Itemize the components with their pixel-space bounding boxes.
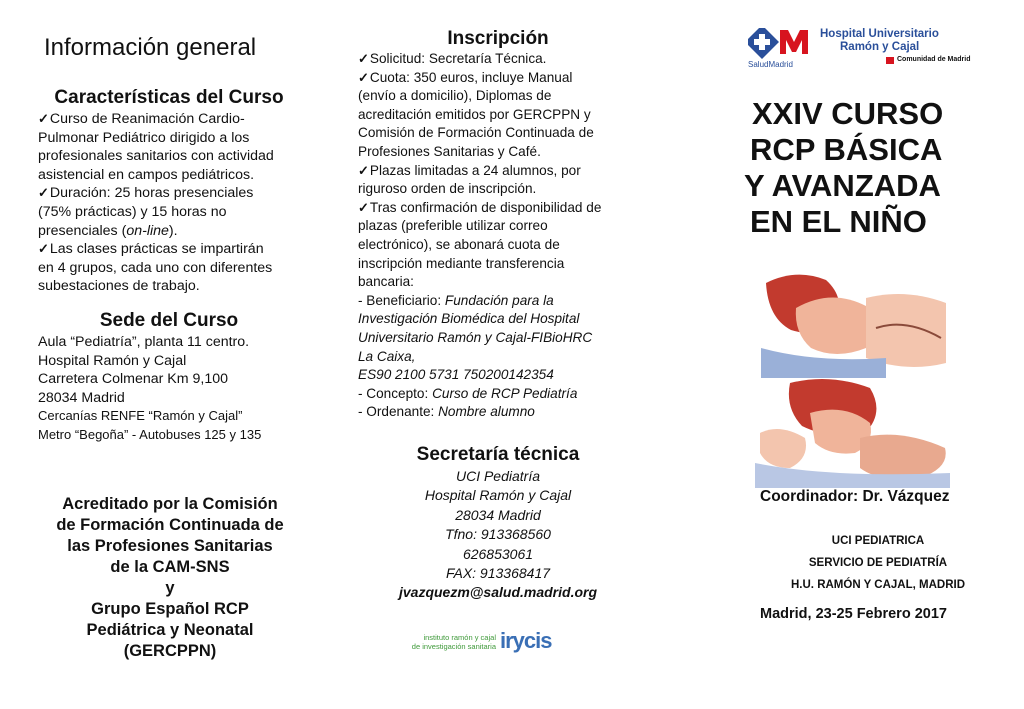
irycis-brand: irycis (500, 628, 552, 653)
list-item (358, 348, 648, 367)
sede-line: Carretera Colmenar Km 9,100 (38, 371, 229, 388)
checkmark-icon (358, 163, 370, 178)
list-item (358, 366, 648, 385)
course-title-line: Y AVANZADA (744, 168, 941, 203)
acreditacion-line: Pediátrica y Neonatal (86, 621, 254, 639)
sede-line: Aula “Pediatría”, planta 11 centro. (38, 334, 250, 350)
list-item (358, 385, 648, 404)
list-item-italic-text: Nombre alumno (438, 404, 535, 420)
list-item (38, 184, 323, 203)
list-item (358, 403, 648, 422)
list-item-text: riguroso orden de inscripción. (358, 181, 537, 197)
list-item-text: Tras confirmación de disponibilidad de (369, 199, 602, 215)
course-title-line: XXIV CURSO (752, 96, 944, 131)
secretaria-line: Hospital Ramón y Cajal (424, 487, 572, 504)
list-item-text: plazas (preferible utilizar correo (358, 218, 548, 234)
list-item-italic-text: Universitario Ramón y Cajal-FIBioHRC (358, 329, 593, 345)
salud-madrid-emblem-icon (748, 28, 812, 64)
hospital-name-line: Ramón y Cajal (840, 41, 920, 53)
list-item-text: en 4 grupos, cada uno con diferentes (38, 259, 273, 276)
sede-address (38, 333, 328, 445)
acreditacion-line: Acreditado por la Comisión (62, 495, 278, 513)
sede-line: Metro “Begoña” - Autobuses 125 y 135 (38, 426, 262, 442)
list-item (358, 310, 648, 329)
list-item-text: asistencial en campos pediátricos. (38, 166, 255, 183)
list-item (358, 255, 648, 274)
list-item-text: Profesiones Sanitarias y Café. (358, 143, 541, 159)
comunidad-label: Comunidad de Madrid (897, 56, 971, 63)
inscripcion-title: Inscripción (447, 28, 549, 49)
acreditacion-line: las Profesiones Sanitarias (67, 537, 273, 555)
inscripcion-list (358, 50, 648, 422)
acreditacion-line: Grupo Español RCP (91, 600, 249, 618)
list-item (358, 217, 648, 236)
salud-madrid-label: SaludMadrid (748, 60, 793, 69)
list-item-text: (envío a domicilio), Diplomas de (358, 88, 552, 104)
list-item (38, 222, 323, 241)
secretaria-line: FAX: 913368417 (445, 565, 551, 582)
list-item-text: (75% prácticas) y 15 horas no (38, 203, 227, 220)
list-item (38, 240, 323, 259)
cpr-child-illustration (750, 378, 960, 488)
email-link[interactable]: jvazquezm@salud.madrid.org (398, 584, 598, 601)
coordinador: Coordinador: Dr. Vázquez (760, 488, 950, 505)
list-item-text: - Concepto: (358, 385, 433, 401)
caracteristicas-list (38, 110, 323, 296)
secretaria-line: 28034 Madrid (455, 506, 541, 523)
checkmark-icon (38, 241, 50, 257)
irycis-logo-line: instituto ramón y cajal (423, 633, 496, 642)
course-title (744, 96, 1006, 240)
list-item (38, 129, 323, 148)
secretaria-line: Tfno: 913368560 (445, 526, 551, 543)
list-item (358, 69, 648, 88)
acreditacion-line: de la CAM-SNS (110, 558, 230, 576)
unit-block (760, 530, 996, 596)
list-item-text: Plazas limitadas a 24 alumnos, por (369, 162, 581, 178)
list-item (38, 166, 323, 185)
irycis-logo-line: de investigación sanitaria (411, 642, 496, 651)
list-item (38, 203, 323, 222)
course-title-line: EN EL NIÑO (750, 204, 927, 239)
sede-line: Hospital Ramón y Cajal (38, 352, 187, 369)
list-item-italic-text: on-line (126, 222, 169, 239)
list-item-italic-text: Investigación Biomédica del Hospital (358, 311, 580, 327)
list-item-text: electrónico), se abonará cuota de (358, 236, 560, 252)
secretaria-title: Secretaría técnica (416, 444, 580, 465)
checkmark-icon (358, 200, 370, 215)
list-item-text: Comisión de Formación Continuada de (358, 125, 594, 141)
hospital-name-line: Hospital Universitario (820, 28, 939, 40)
list-item-text: - Beneficiario: (358, 292, 445, 308)
list-item (358, 106, 648, 125)
cpr-infant-illustration (756, 268, 956, 378)
list-item (358, 162, 648, 181)
list-item-text: inscripción mediante transferencia (358, 255, 565, 271)
list-item (38, 259, 323, 278)
list-item (38, 110, 323, 129)
hospital-logo (748, 24, 978, 70)
list-item (38, 147, 323, 166)
section-heading-informacion-general: Información general (44, 34, 257, 61)
comunidad-flag-icon (886, 57, 894, 64)
list-item-italic-text: Fundación para la (444, 292, 554, 308)
acreditacion-line: y (165, 579, 175, 597)
list-item-italic-text: ES90 2100 5731 750200142354 (358, 367, 554, 383)
list-item (358, 124, 648, 143)
list-item (358, 292, 648, 311)
secretaria-line: 626853061 (462, 545, 534, 562)
list-item (358, 143, 648, 162)
course-date: Madrid, 23-25 Febrero 2017 (760, 606, 947, 622)
acreditacion-line: de Formación Continuada de (56, 516, 284, 534)
list-item (358, 50, 648, 69)
list-item-text: ). (168, 222, 178, 239)
sede-title: Sede del Curso (99, 310, 239, 331)
list-item-text: profesionales sanitarios con actividad (38, 148, 274, 165)
list-item-text: Curso de Reanimación Cardio- (49, 111, 245, 127)
secretaria-line: UCI Pediatría (455, 468, 541, 484)
list-item-text: Duración: 25 horas presenciales (49, 185, 254, 202)
unit-line: H.U. RAMÓN Y CAJAL, MADRID (791, 579, 965, 591)
list-item (358, 199, 648, 218)
list-item-text: subestaciones de trabajo. (38, 278, 200, 295)
sede-line: 28034 Madrid (38, 389, 125, 406)
unit-line: UCI PEDIATRICA (831, 535, 925, 547)
caracteristicas-title: Características del Curso (54, 87, 284, 108)
acreditacion-line: (GERCPPN) (123, 642, 217, 660)
list-item-text: - Ordenante: (358, 404, 439, 420)
sede-line: Cercanías RENFE “Ramón y Cajal” (38, 408, 243, 424)
list-item-text: bancaria: (358, 274, 414, 290)
list-item (358, 236, 648, 255)
list-item-text: presenciales ( (38, 222, 127, 239)
list-item-text: Pulmonar Pediátrico dirigido a los (38, 129, 250, 146)
unit-line: SERVICIO DE PEDIATRÍA (808, 557, 948, 569)
list-item-text: Las clases prácticas se impartirán (49, 241, 264, 258)
irycis-logo (404, 628, 584, 658)
list-item-text: Solicitud: Secretaría Técnica. (369, 51, 547, 66)
checkmark-icon (38, 111, 50, 127)
list-item (38, 277, 323, 296)
list-item-text: acreditación emitidos por GERCPPN y (358, 106, 591, 122)
list-item-italic-text: Curso de RCP Pediatría (432, 385, 578, 401)
list-item (358, 329, 648, 348)
checkmark-icon (358, 70, 370, 85)
list-item-text: Cuota: 350 euros, incluye Manual (369, 69, 573, 85)
list-item-italic-text: La Caixa, (358, 348, 416, 364)
list-item (358, 180, 648, 199)
checkmark-icon (358, 51, 370, 66)
list-item (358, 273, 648, 292)
secretaria-block (360, 467, 636, 603)
checkmark-icon (38, 185, 50, 201)
acreditacion-block (20, 494, 320, 662)
course-title-line: RCP BÁSICA (750, 132, 943, 167)
list-item (358, 87, 648, 106)
